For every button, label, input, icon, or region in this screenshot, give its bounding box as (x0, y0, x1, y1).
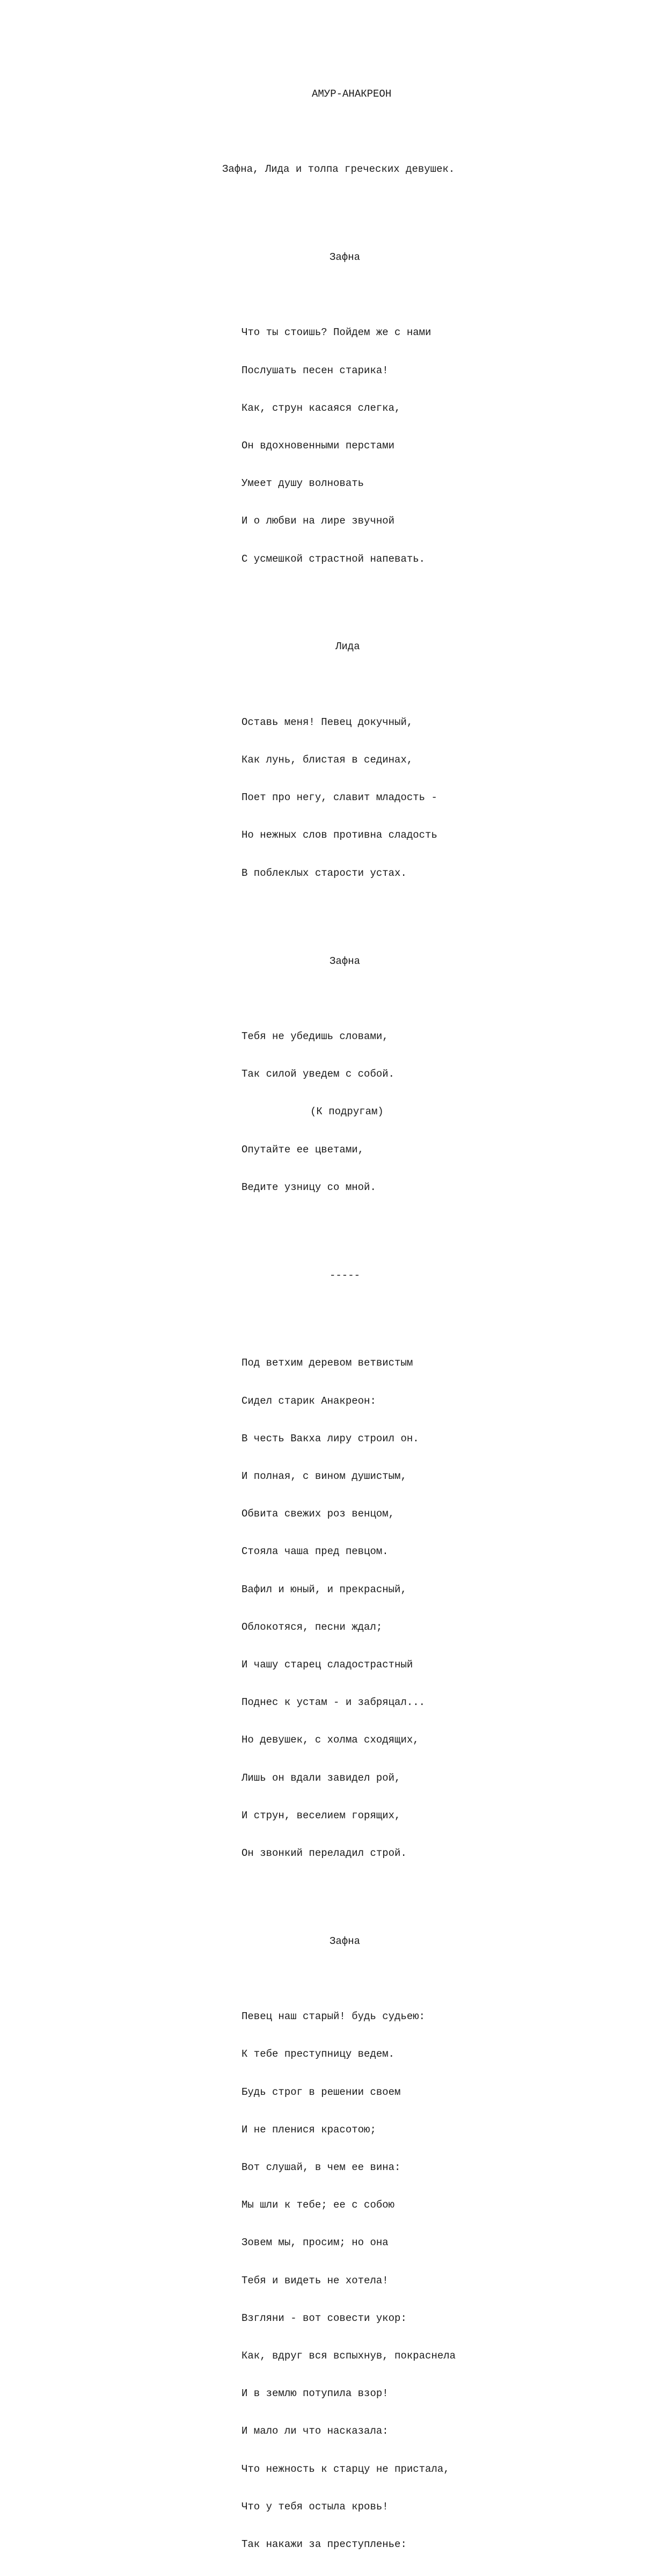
verse-line: Вот слушай, в чем ее вина: (241, 2161, 401, 2174)
verse-line: Но нежных слов противна сладость (241, 829, 437, 841)
verse-line: Взгляни - вот совести укор: (241, 2312, 407, 2324)
verse-line: В поблеклых старости устах. (241, 867, 407, 879)
verse-line: И чашу старец сладострастный (241, 1658, 413, 1671)
blank-line (0, 1973, 456, 1985)
verse-line: Ведите узницу со мной. (241, 1181, 376, 1193)
verse-line: Как лунь, блистая в сединах, (241, 754, 413, 766)
blank-line (0, 591, 456, 603)
verse-line: Зовем мы, просим; но она (241, 2237, 389, 2249)
verse-line: И струн, веселием горящих, (241, 1809, 401, 1822)
blank-line (0, 993, 456, 1005)
verse-line: Умеет душу волновать (241, 477, 364, 490)
verse-line: Под ветхим деревом ветвистым (241, 1357, 413, 1369)
verse-line: Поет про негу, славит младость - (241, 792, 437, 804)
verse-line: Он звонкий переладил строй. (241, 1847, 407, 1859)
stage-direction: Зафна, Лида и толпа греческих девушек. (222, 163, 455, 176)
verse-line: Стояла чаша пред певцом. (241, 1545, 389, 1558)
blank-line (0, 1307, 456, 1319)
verse-line: И в землю потупила взор! (241, 2388, 389, 2400)
blank-line (0, 679, 456, 691)
blank-line (0, 201, 456, 213)
blank-line (0, 1219, 456, 1231)
verse-line: В честь Вакха лиру строил он. (241, 1432, 419, 1445)
blank-line (0, 289, 456, 301)
verse-line: Певец наш старый! будь судьею: (241, 2011, 426, 2023)
verse-line: И полная, с вином душистым, (241, 1470, 407, 1482)
verse-line: Так силой уведем с собой. (241, 1068, 395, 1080)
section-separator: ----- (330, 1269, 361, 1281)
speaker-name: Лида (335, 641, 360, 653)
stage-direction-aside: (К подругам) (310, 1106, 384, 1118)
verse-line: Но девушек, с холма сходящих, (241, 1734, 419, 1746)
poem-title: АМУР-АНАКРЕОН (312, 88, 392, 100)
verse-line: С усмешкой страстной напевать. (241, 553, 426, 565)
speaker-name: Зафна (330, 251, 361, 264)
verse-line: Будь строг в решении своем (241, 2086, 401, 2098)
verse-line: Что ты стоишь? Пойдем же с нами (241, 326, 431, 339)
blank-line (0, 1885, 456, 1897)
verse-line: Обвита свежих роз венцом, (241, 1508, 395, 1520)
verse-line: И о любви на лире звучной (241, 515, 395, 527)
verse-line: Тебя и видеть не хотела! (241, 2274, 389, 2287)
verse-line: И не пленися красотою; (241, 2123, 376, 2136)
verse-line: Тебя не убедишь словами, (241, 1030, 389, 1042)
blank-line (0, 905, 456, 917)
verse-line: Как, вдруг вся вспыхнув, покраснела (241, 2350, 456, 2362)
verse-line: К тебе преступницу ведем. (241, 2048, 395, 2060)
verse-line: Вафил и юный, и прекрасный, (241, 1583, 407, 1595)
poem-text (0, 63, 456, 2576)
verse-line: Облокотяся, песни ждал; (241, 1621, 383, 1633)
verse-line: Оставь меня! Певец докучный, (241, 716, 413, 728)
verse-line: Что у тебя остыла кровь! (241, 2500, 389, 2513)
speaker-name: Зафна (330, 1935, 361, 1947)
verse-line: Как, струн касаяся слегка, (241, 402, 401, 414)
verse-line: Мы шли к тебе; ее с собою (241, 2199, 395, 2211)
verse-line: Так накажи за преступленье: (241, 2538, 407, 2551)
verse-line: Послушать песен старика! (241, 364, 389, 376)
blank-line (0, 126, 456, 138)
verse-line: Что нежность к старцу не пристала, (241, 2463, 450, 2475)
verse-line: Лишь он вдали завидел рой, (241, 1772, 401, 1784)
verse-line: И мало ли что насказала: (241, 2425, 389, 2437)
verse-line: Он вдохновенными перстами (241, 440, 395, 452)
verse-line: Сидел старик Анакреон: (241, 1395, 376, 1407)
speaker-name: Зафна (330, 955, 361, 967)
verse-line: Опутайте ее цветами, (241, 1143, 364, 1156)
verse-line: Поднес к устам - и забряцал... (241, 1696, 426, 1709)
